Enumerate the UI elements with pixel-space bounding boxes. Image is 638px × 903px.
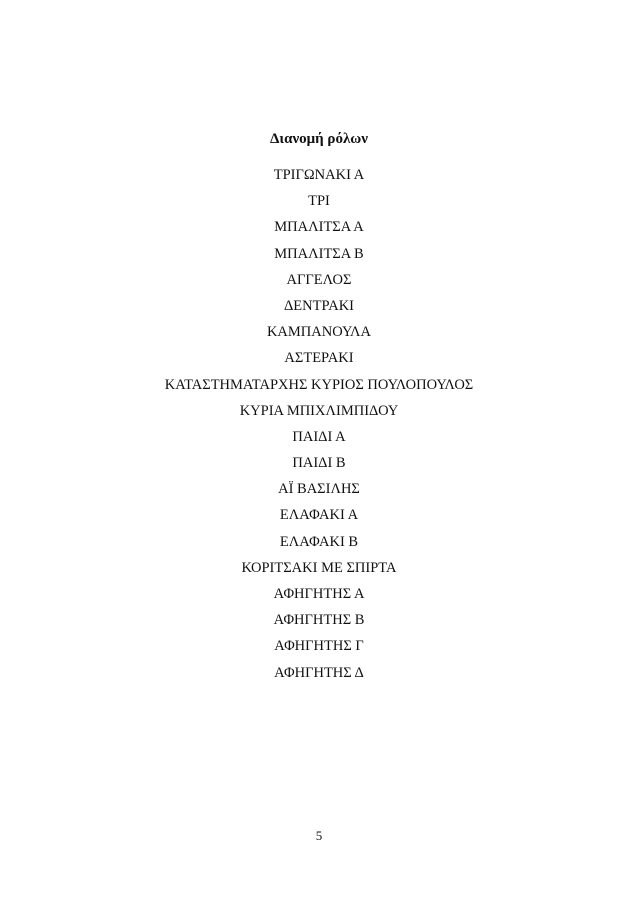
role-list xyxy=(0,166,638,690)
list-item: ΚΟΡΙΤΣΑΚΙ ΜΕ ΣΠΙΡΤΑ xyxy=(241,559,397,576)
list-item: ΑΪ ΒΑΣΙΛΗΣ xyxy=(278,481,360,498)
list-item: ΑΦΗΓΗΤΗΣ Β xyxy=(273,612,365,629)
list-item: ΠΑΙΔΙ Α xyxy=(292,428,346,445)
list-item: ΑΓΓΕΛΟΣ xyxy=(286,271,352,288)
list-item: ΤΡΙ xyxy=(308,193,330,210)
list-item: ΑΦΗΓΗΤΗΣ Α xyxy=(273,586,365,602)
list-item: ΤΡΙΓΩΝΑΚΙ Α xyxy=(273,167,365,183)
list-item: ΑΦΗΓΗΤΗΣ Δ xyxy=(274,664,364,681)
list-item: ΔΕΝΤΡΑΚΙ xyxy=(283,297,355,314)
list-item: ΕΛΑΦΑΚΙ Α xyxy=(279,507,359,524)
list-item: ΕΛΑΦΑΚΙ Β xyxy=(279,533,359,550)
list-item: ΚΥΡΙΑ ΜΠΙΧΛΙΜΠΙΔΟΥ xyxy=(239,402,399,419)
list-item: ΠΑΙΔΙ Β xyxy=(292,455,346,472)
list-item: ΚΑΤΑΣΤΗΜΑΤΑΡΧΗΣ ΚΥΡΙΟΣ ΠΟΥΛΟΠΟΥΛΟΣ xyxy=(164,376,474,393)
list-item: ΑΦΗΓΗΤΗΣ Γ xyxy=(274,638,364,655)
list-item: ΜΠΑΛΙΤΣΑ Α xyxy=(274,219,364,236)
page-title: Διανομή ρόλων xyxy=(270,131,368,147)
list-item: ΚΑΜΠΑΝΟΥΛΑ xyxy=(266,324,372,341)
list-item: ΑΣΤΕΡΑΚΙ xyxy=(284,350,354,367)
page-number: 5 xyxy=(315,828,323,843)
list-item: ΜΠΑΛΙΤΣΑ Β xyxy=(274,245,364,262)
